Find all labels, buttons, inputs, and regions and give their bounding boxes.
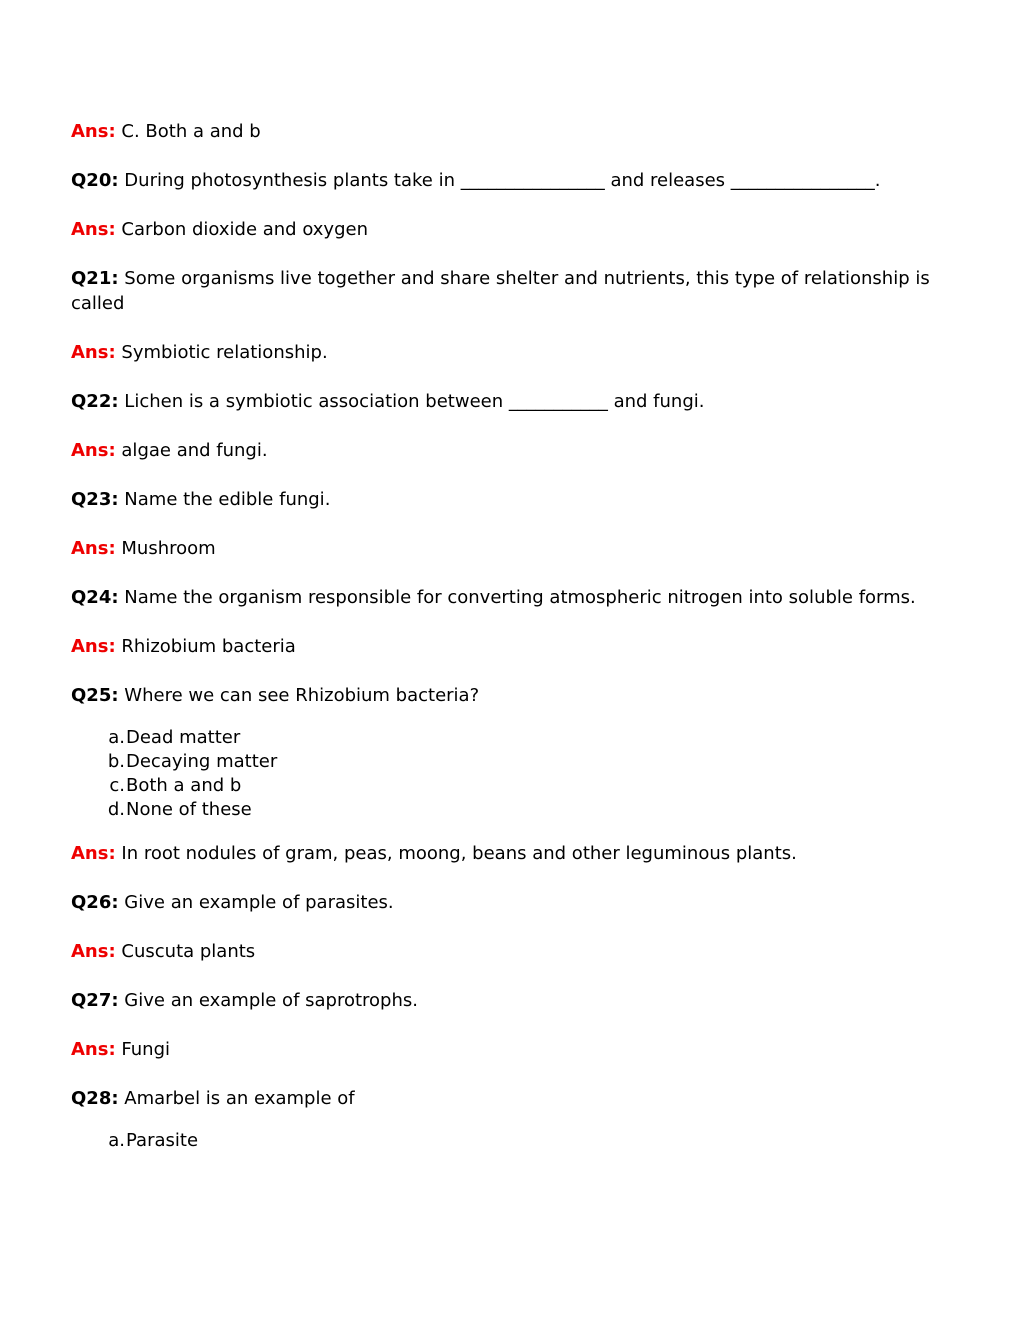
answer-text: algae and fungi. bbox=[121, 440, 268, 461]
answer-text: Mushroom bbox=[121, 538, 216, 559]
option-item bbox=[71, 726, 931, 750]
q25-options-list bbox=[71, 726, 931, 822]
option-text: Dead matter bbox=[126, 727, 241, 748]
answer-label: Ans: bbox=[71, 121, 116, 142]
question-label: Q20: bbox=[71, 170, 119, 191]
question-text: Amarbel is an example of bbox=[124, 1088, 355, 1109]
answer-label: Ans: bbox=[71, 941, 116, 962]
answer-label: Ans: bbox=[71, 342, 116, 363]
option-text: Decaying matter bbox=[126, 751, 278, 772]
question-text: Give an example of parasites. bbox=[124, 892, 394, 913]
answer-text: In root nodules of gram, peas, moong, beans and other leguminous plants. bbox=[121, 843, 797, 864]
question-q20 bbox=[71, 168, 931, 193]
answer-q23 bbox=[71, 536, 931, 561]
option-text: Both a and b bbox=[126, 775, 242, 796]
answer-label: Ans: bbox=[71, 538, 116, 559]
answer-text: C. Both a and b bbox=[121, 121, 261, 142]
option-item bbox=[71, 750, 931, 774]
option-item bbox=[71, 1129, 931, 1153]
answer-text: Fungi bbox=[121, 1039, 171, 1060]
answer-label: Ans: bbox=[71, 636, 116, 657]
option-letter: a. bbox=[108, 727, 125, 748]
question-label: Q26: bbox=[71, 892, 119, 913]
question-text: Lichen is a symbiotic association between ___________ and fungi. bbox=[124, 391, 705, 412]
question-label: Q23: bbox=[71, 489, 119, 510]
question-q26 bbox=[71, 890, 931, 915]
answer-q20 bbox=[71, 217, 931, 242]
option-letter: b. bbox=[107, 751, 125, 772]
question-q23 bbox=[71, 487, 931, 512]
answer-q27 bbox=[71, 1037, 931, 1062]
option-item bbox=[71, 798, 931, 822]
question-q27 bbox=[71, 988, 931, 1013]
document-page bbox=[71, 119, 931, 1172]
question-label: Q22: bbox=[71, 391, 119, 412]
question-q25 bbox=[71, 683, 931, 708]
answer-q21 bbox=[71, 340, 931, 365]
question-text: Where we can see Rhizobium bacteria? bbox=[124, 685, 480, 706]
answer-q25 bbox=[71, 841, 931, 866]
answer-label: Ans: bbox=[71, 440, 116, 461]
question-text: During photosynthesis plants take in ________________ and releases ________________. bbox=[124, 170, 881, 191]
question-text: Give an example of saprotrophs. bbox=[124, 990, 418, 1011]
question-q24 bbox=[71, 585, 931, 610]
question-q21 bbox=[71, 266, 931, 316]
option-letter: c. bbox=[109, 775, 125, 796]
answer-label: Ans: bbox=[71, 843, 116, 864]
option-letter: a. bbox=[108, 1130, 125, 1151]
answer-label: Ans: bbox=[71, 219, 116, 240]
question-q28 bbox=[71, 1086, 931, 1111]
answer-text: Symbiotic relationship. bbox=[121, 342, 328, 363]
answer-text: Rhizobium bacteria bbox=[121, 636, 296, 657]
option-letter: d. bbox=[107, 799, 125, 820]
answer-q24 bbox=[71, 634, 931, 659]
option-text: Parasite bbox=[126, 1130, 199, 1151]
answer-text: Cuscuta plants bbox=[121, 941, 256, 962]
question-label: Q24: bbox=[71, 587, 119, 608]
answer-q19 bbox=[71, 119, 931, 144]
question-label: Q27: bbox=[71, 990, 119, 1011]
question-text: Name the edible fungi. bbox=[124, 489, 331, 510]
answer-q22 bbox=[71, 438, 931, 463]
question-text: Some organisms live together and share shelter and nutrients, this type of relationship is called bbox=[71, 268, 930, 314]
option-text: None of these bbox=[126, 799, 252, 820]
option-item bbox=[71, 774, 931, 798]
question-label: Q21: bbox=[71, 268, 119, 289]
question-text: Name the organism responsible for converting atmospheric nitrogen into soluble forms. bbox=[124, 587, 916, 608]
answer-text: Carbon dioxide and oxygen bbox=[121, 219, 368, 240]
question-label: Q28: bbox=[71, 1088, 119, 1109]
q28-options-list bbox=[71, 1129, 931, 1153]
answer-label: Ans: bbox=[71, 1039, 116, 1060]
answer-q26 bbox=[71, 939, 931, 964]
question-label: Q25: bbox=[71, 685, 119, 706]
question-q22 bbox=[71, 389, 931, 414]
